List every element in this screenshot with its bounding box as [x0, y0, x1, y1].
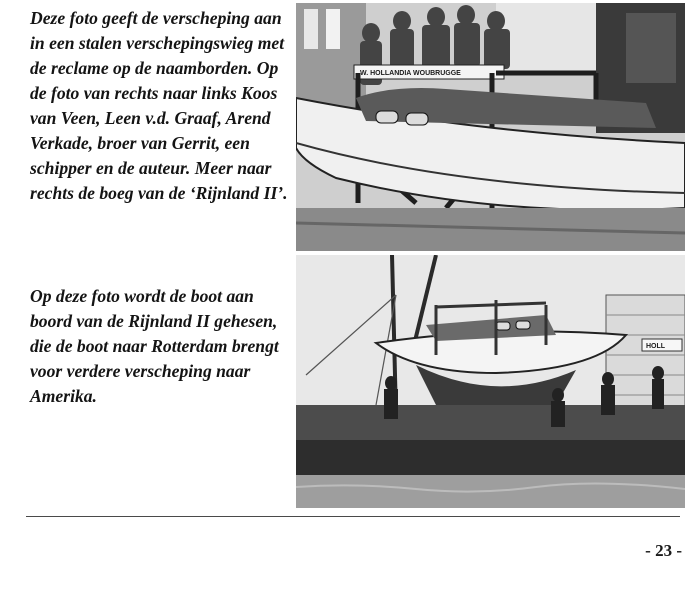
photo-boat-hoisted	[296, 255, 685, 508]
cradle-sign-text: W. HOLLANDIA WOUBRUGGE	[360, 70, 461, 77]
photo-boat-in-cradle	[296, 3, 685, 251]
photo-boat-hoisted-drawing	[296, 255, 685, 508]
page-number: - 23 -	[645, 541, 682, 560]
photo-boat-in-cradle-drawing	[296, 3, 685, 251]
building-sign-text: HOLL	[646, 343, 666, 350]
caption-top-photo: Deze foto geeft de verscheping aan in een stalen verschepingswieg met de reclame op de naamborden. Op de foto van rechts naar links Koos van Veen, Leen v.d. Graaf, Arend Verkade, broer van Gerrit, een schipper en de auteur. Meer naar rechts de boeg van de ‘Rijnland II’.	[30, 8, 288, 203]
caption-bottom-photo: Op deze foto wordt de boot aan boord van de Rijnland II gehesen, die de boot naar Rotterdam brengt voor verdere verscheping naar Amerika.	[30, 286, 279, 406]
footer-divider	[26, 516, 680, 517]
